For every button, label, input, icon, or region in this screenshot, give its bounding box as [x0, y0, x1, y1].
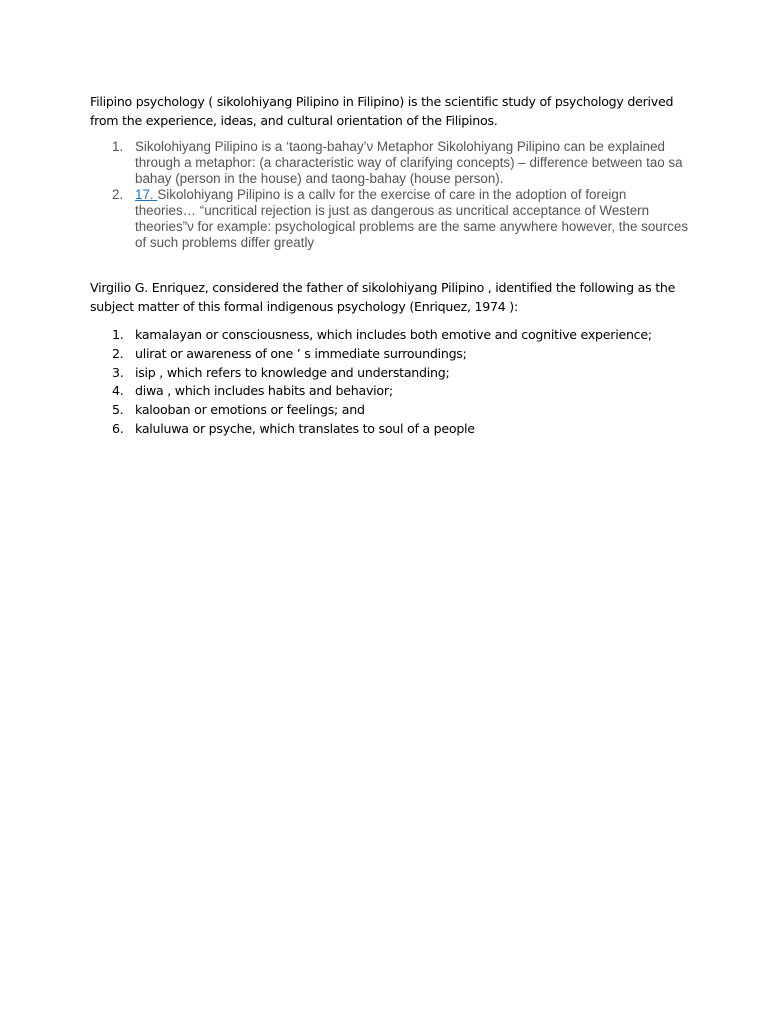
list-item [90, 420, 690, 439]
enriquez-paragraph: Virgilio G. Enriquez, considered the father of sikolohiyang Pilipino , identified the following as the subject matter of this formal indigenous psychology (Enriquez, 1974 ): [90, 280, 676, 314]
list-item-text: kaluluwa or psyche, which translates to soul of a people [135, 420, 475, 436]
list-item-text: kamalayan or consciousness, which includes both emotive and cognitive experience; [135, 327, 652, 342]
list-item [90, 139, 690, 187]
list-number: 4. [112, 383, 124, 399]
list-number: 1. [112, 139, 124, 154]
list-item-text: kalooban or emotions or feelings; and [135, 402, 365, 418]
list-number: 3. [112, 364, 124, 380]
list-number: 1. [112, 327, 124, 342]
list-item-text: Sikolohiyang Pilipino is a ‘taong-bahay’ν Metaphor Sikolohiyang Pilipino can be explained through a metaphor: (a characteristic way of clarifying concepts) – difference between tao sa bahay (person in the house) and taong-bahay (house person). [135, 139, 683, 186]
list-number: 2. [112, 187, 124, 202]
list-item-text: ulirat or awareness of one ’ s immediate surroundings; [135, 345, 467, 361]
list-number: 5. [112, 402, 124, 418]
list-item-text: Sikolohiyang Pilipino is a callν for the exercise of care in the adoption of foreign theories… “uncritical rejection is just as dangerous as uncritical acceptance of Western theories”ν for example: psychological problems are the same anywhere however, the sources of such problems differ greatly [135, 187, 689, 250]
reference-link[interactable]: 17. [135, 187, 158, 202]
list-item [90, 326, 690, 345]
list-item-text: isip , which refers to knowledge and understanding; [135, 364, 450, 380]
list-item [90, 364, 690, 383]
list-item [90, 187, 690, 251]
intro-paragraph: Filipino psychology ( sikolohiyang Pilipino in Filipino) is the scientific study of psychology derived from the experience, ideas, and cultural orientation of the Filipinos. [90, 94, 674, 128]
list-item [90, 345, 690, 364]
list-number: 6. [112, 420, 124, 436]
list-item [90, 401, 690, 420]
list-item-text: diwa , which includes habits and behavior; [135, 383, 393, 399]
metaphor-list [90, 139, 690, 251]
subject-matter-list [90, 326, 690, 439]
list-item [90, 382, 690, 401]
list-number: 2. [112, 345, 124, 361]
